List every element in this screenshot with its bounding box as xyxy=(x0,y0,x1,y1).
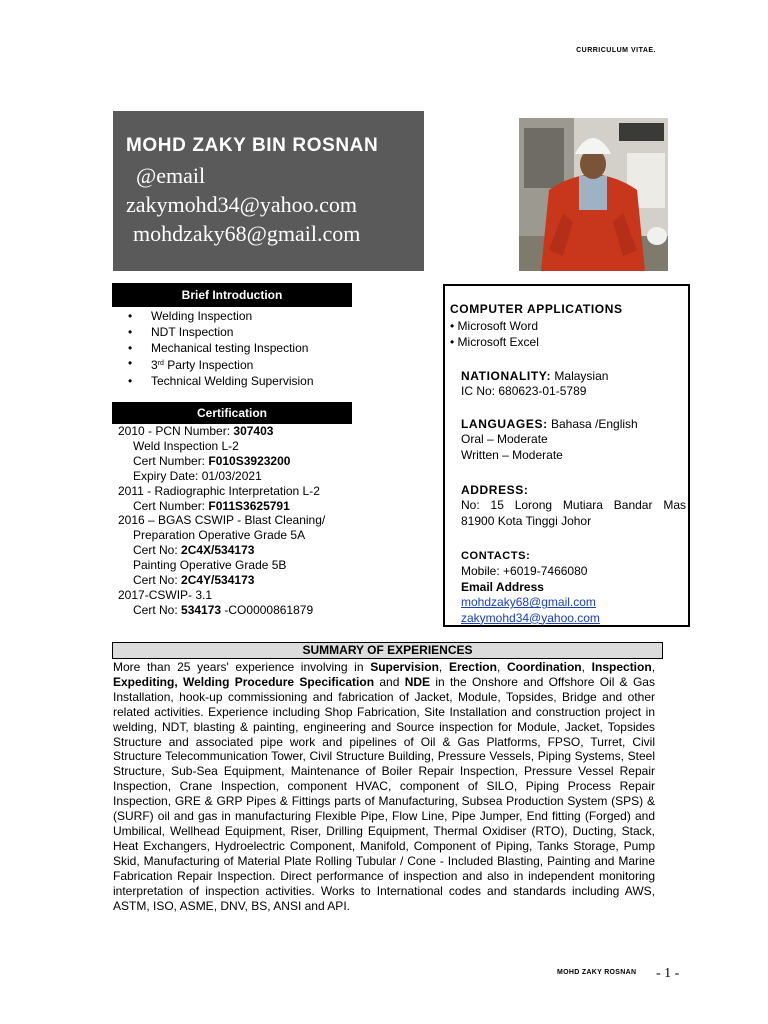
address-section xyxy=(461,483,686,529)
email-address-label: Email Address xyxy=(461,579,544,594)
bgas-grade: Preparation Operative Grade 5A xyxy=(133,528,306,543)
summary-paragraph: More than 25 years' experience involving in Supervision, Erection, Coordination, Inspection, Expediting, Welding Procedure Specification and NDE in the Onshore and Offshore Oil & Gas Installation, hook-up commissioning and fabrication of Jacket, Module, Topsides, Bridge and other related activities. Experience including Shop Fabrication, Site Installation and construction project in welding, NDT, blasting & painting, engineering and Source inspection for Module, Jacket, Topsides Structure and associated pipe work and pipelines of Oil & Gas Platforms, FPSO, Turret, Civil Structure Telecommunication Tower, Civil Structure Building, Pressure Vessels, Piping Systems, Steel Structure, Sub-Sea Equipment, Maintenance of Boiler Repair Inspection, Pressure Vessel Repair Inspection, Crane Inspection, component HVAC, component of SILO, Piping Process Repair Inspection, GRE & GRP Pipes & Fittings parts of Manufacturing, Subsea Production System (SPS) & (SURF) oil and gas in manufacturing Flexible Pipe, Flow Line, Pipe Jumper, End fitting (Forged) and Umbilical, Wellhead Equipment, Riser, Drilling Equipment, Thermal Oxidiser (RTO), Ducting, Stack, Heat Exchangers, Hydroelectric Component, Manifold, Component of Piping, Tanks Storage, Pump Skid, Manufacturing of Material Plate Rolling Tubular / Cone - Included Blasting, Painting and Marine Fabrication Repair Inspection. Direct performance of inspection and also in independent monitoring interpretation of inspection activities. Works to International codes and standards including AWS, ASTM, ISO, ASME, DNV, BS, ANSI and API. xyxy=(113,660,656,913)
ic-number: IC No: 680623-01-5789 xyxy=(461,384,587,399)
email-label: @email xyxy=(136,163,206,188)
written-level: Written – Moderate xyxy=(461,447,563,462)
document-type-label: CURRICULUM VITAE. xyxy=(576,47,656,54)
footer-name: MOHD ZAKY ROSNAN xyxy=(557,969,637,976)
address-heading: ADDRESS: xyxy=(461,483,529,497)
brief-introduction-list xyxy=(128,309,314,390)
nationality-row: NATIONALITY: Malaysian xyxy=(461,369,609,383)
bgas-row: 2016 – BGAS CSWIP - Blast Cleaning/ xyxy=(118,513,326,528)
mobile-number: Mobile: +6019-7466080 xyxy=(461,564,588,579)
list-item: • Microsoft Word xyxy=(450,319,539,334)
address-line-2: 81900 Kota Tinggi Johor xyxy=(461,513,592,528)
profile-photo xyxy=(519,118,668,271)
bgas-cert-a: Cert No: 2C4X/534173 xyxy=(133,543,255,558)
certification-heading: Certification xyxy=(112,402,352,424)
email-link-yahoo[interactable]: zakymohd34@yahoo.com xyxy=(461,610,600,625)
list-item: • Technical Welding Supervision xyxy=(128,374,314,390)
cswip-cert: Cert No: 534173 -CO0000861879 xyxy=(133,602,314,617)
painting-grade: Painting Operative Grade 5B xyxy=(133,558,287,573)
languages-row: LANGUAGES: Bahasa /English xyxy=(461,417,638,431)
cswip-row: 2017-CSWIP- 3.1 xyxy=(118,587,213,602)
brief-introduction-heading: Brief Introduction xyxy=(112,283,352,307)
page-number: - 1 - xyxy=(656,966,680,981)
computer-applications xyxy=(450,302,623,350)
profile-photo-illustration xyxy=(519,118,668,271)
computer-applications-heading: COMPUTER APPLICATIONS xyxy=(450,302,623,316)
list-item: • NDT Inspection xyxy=(128,325,314,341)
pcn-row: 2010 - PCN Number: 307403 xyxy=(118,424,274,438)
personal-details-box xyxy=(443,284,690,627)
oral-level: Oral – Moderate xyxy=(461,432,548,447)
pcn-expiry: Expiry Date: 01/03/2021 xyxy=(133,468,262,483)
email-gmail: mohdzaky68@gmail.com xyxy=(133,221,361,246)
list-item: • Mechanical testing Inspection xyxy=(128,341,314,357)
list-item: • Welding Inspection xyxy=(128,309,314,325)
full-name: MOHD ZAKY BIN ROSNAN xyxy=(126,135,379,156)
ri-row: 2011 - Radiographic Interpretation L-2 xyxy=(118,483,320,498)
languages-section xyxy=(461,417,638,463)
ri-cert-number: Cert Number: F011S3625791 xyxy=(133,498,290,513)
address-line-1: No: 15 Lorong Mutiara Bandar Mas xyxy=(461,498,686,513)
list-item: • 3rd Party Inspection xyxy=(128,356,314,374)
list-item: • Microsoft Excel xyxy=(450,334,539,349)
email-link-gmail[interactable]: mohdzaky68@gmail.com xyxy=(461,595,596,610)
nationality-section xyxy=(461,369,608,400)
email-yahoo: zakymohd34@yahoo.com xyxy=(126,192,358,217)
pcn-cert-number: Cert Number: F010S3923200 xyxy=(133,453,291,468)
contacts-heading: CONTACTS: xyxy=(461,550,531,562)
contacts-section xyxy=(461,549,600,626)
bgas-cert-b: Cert No: 2C4Y/534173 xyxy=(133,573,255,588)
pcn-level: Weld Inspection L-2 xyxy=(133,438,239,453)
summary-heading: SUMMARY OF EXPERIENCES xyxy=(112,642,663,659)
name-banner xyxy=(113,111,424,271)
certification-list xyxy=(118,424,325,618)
